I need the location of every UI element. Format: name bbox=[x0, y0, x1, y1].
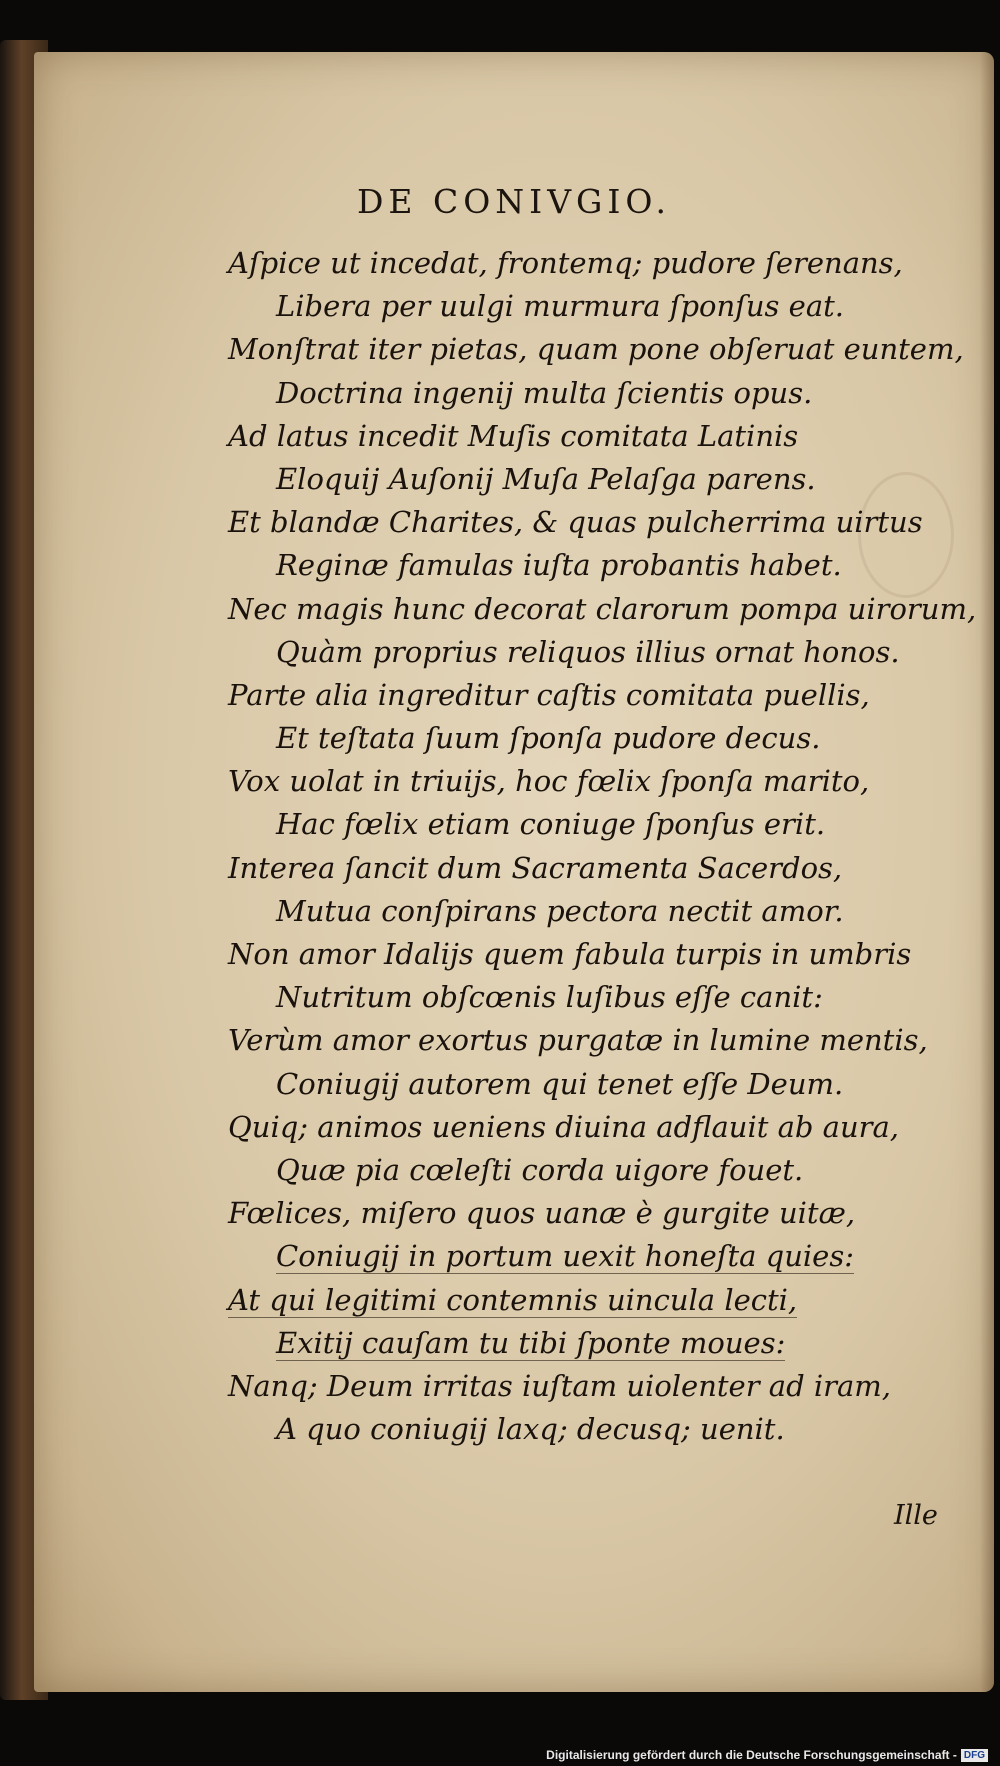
verse-line: Nanq; Deum irritas iuſtam uiolenter ad iram, bbox=[228, 1368, 892, 1403]
verse-line: Fœlices, miſero quos uanæ è gurgite uitæ, bbox=[228, 1196, 856, 1231]
underlined-verse-text: At qui legitimi contemnis uincula lecti, bbox=[228, 1282, 798, 1317]
verse-line: Quæ pia cœleſti corda uigore fouet. bbox=[276, 1152, 804, 1187]
verse-line: Reginæ famulas iuſta probantis habet. bbox=[276, 548, 842, 583]
verse-line: Coniugij autorem qui tenet eſſe Deum. bbox=[276, 1066, 844, 1101]
verse-line: Libera per uulgi murmura ſponſus eat. bbox=[276, 289, 844, 324]
verse-line: Verùm amor exortus purgatæ in lumine mentis, bbox=[228, 1023, 928, 1058]
verse-line: Aſpice ut incedat, frontemq; pudore ſerenans, bbox=[228, 246, 903, 280]
catchword: Ille bbox=[894, 1500, 938, 1531]
digitization-credit bbox=[546, 1748, 988, 1762]
verse-line bbox=[228, 1279, 988, 1322]
running-title: DE CONIVGIO. bbox=[356, 182, 672, 221]
verse-line bbox=[228, 1322, 988, 1365]
dfg-logo: DFG bbox=[961, 1749, 988, 1762]
credit-text: Digitalisierung gefördert durch die Deutsche Forschungsgemeinschaft - bbox=[546, 1748, 957, 1762]
verse-line: Non amor Idalijs quem fabula turpis in umbris bbox=[228, 937, 912, 971]
page-sheet bbox=[34, 52, 994, 1692]
verse-block bbox=[228, 242, 988, 1451]
verse-line: Nec magis hunc decorat clarorum pompa uirorum, bbox=[228, 591, 977, 626]
verse-line bbox=[228, 1235, 988, 1278]
verse-line: Monſtrat iter pietas, quam pone obſeruat euntem, bbox=[228, 332, 964, 367]
verse-line: Quiq; animos ueniens diuina adflauit ab aura, bbox=[228, 1109, 900, 1144]
verse-line: Et blandæ Charites, & quas pulcherrima uirtus bbox=[228, 505, 923, 540]
verse-line: Et teſtata ſuum ſponſa pudore decus. bbox=[276, 721, 821, 756]
underlined-verse-text: Coniugij in portum uexit honeſta quies: bbox=[276, 1239, 854, 1274]
verse-line: Mutua conſpirans pectora nectit amor. bbox=[276, 893, 844, 928]
verse-line: Doctrina ingenij multa ſcientis opus. bbox=[276, 375, 813, 410]
verse-line: Quàm proprius reliquos illius ornat honos. bbox=[276, 634, 900, 669]
verse-line: A quo coniugij laxq; decusq; uenit. bbox=[276, 1412, 785, 1447]
verse-line: Hac fœlix etiam coniuge ſponſus erit. bbox=[276, 807, 826, 842]
verse-line: Ad latus incedit Muſis comitata Latinis bbox=[228, 418, 799, 453]
verse-line: Vox uolat in triuijs, hoc fœlix ſponſa marito, bbox=[228, 764, 870, 799]
verse-line: Eloquij Auſonij Muſa Pelaſga parens. bbox=[276, 461, 816, 496]
verse-line: Nutritum obſcœnis luſibus eſſe canit: bbox=[276, 980, 823, 1015]
verse-line: Interea ſancit dum Sacramenta Sacerdos, bbox=[228, 850, 843, 885]
verse-line: Parte alia ingreditur caſtis comitata puellis, bbox=[228, 677, 870, 712]
underlined-verse-text: Exitij cauſam tu tibi ſponte moues: bbox=[276, 1325, 786, 1360]
